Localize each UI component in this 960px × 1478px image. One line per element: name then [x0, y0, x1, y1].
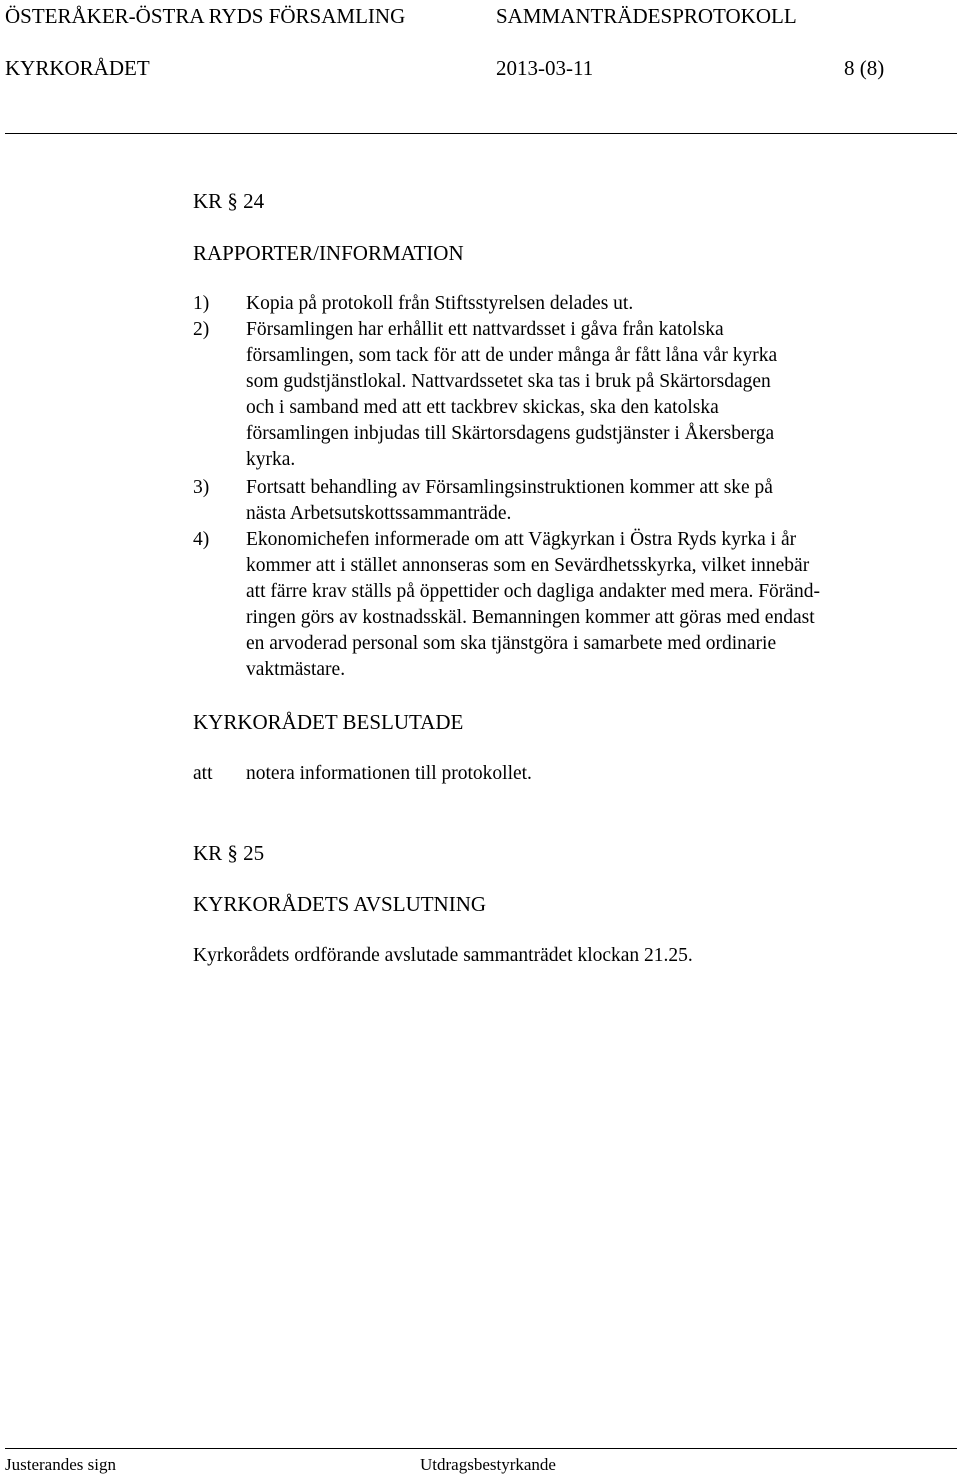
- header-divider: [5, 133, 957, 134]
- item-2-text: [246, 317, 926, 473]
- parish-name: ÖSTERÅKER-ÖSTRA RYDS FÖRSAMLING: [5, 4, 406, 28]
- item-text-line: kommer att i stället annonseras som en Sevärdhetsskyrka, vilket innebär: [246, 555, 810, 576]
- item-text-line: församlingen inbjudas till Skärtorsdagens gudstjänster i Åkersberga: [246, 423, 775, 444]
- page-number: 8 (8): [844, 56, 885, 80]
- item-1-text: [246, 291, 926, 317]
- decision-att: att: [193, 763, 213, 784]
- item-1-number: 1): [193, 293, 210, 314]
- item-2-number: 2): [193, 319, 210, 340]
- item-text-line: att färre krav ställs på öppettider och dagliga andakter med mera. Föränd-: [246, 581, 820, 602]
- item-text-line: Fortsatt behandling av Församlingsinstruktionen kommer att ske på: [246, 477, 773, 498]
- item-text-line: ringen görs av kostnadsskäl. Bemanningen kommer att göras med endast: [246, 607, 815, 628]
- item-text-line: Kopia på protokoll från Stiftsstyrelsen delades ut.: [246, 293, 634, 314]
- item-text-line: och i samband med att ett tackbrev skickas, ska den katolska: [246, 397, 719, 418]
- decision-heading: KYRKORÅDET BESLUTADE: [193, 710, 464, 734]
- section-25-text: Kyrkorådets ordförande avslutade sammanträdet klockan 21.25.: [193, 945, 693, 966]
- section-24-number: KR § 24: [193, 189, 265, 213]
- section-25-title: KYRKORÅDETS AVSLUTNING: [193, 892, 487, 916]
- item-3-number: 3): [193, 477, 210, 498]
- item-3-text: [246, 475, 926, 527]
- item-text-line: kyrka.: [246, 449, 296, 470]
- item-text-line: vaktmästare.: [246, 659, 346, 680]
- footer-sign-label: Justerandes sign: [5, 1455, 116, 1474]
- item-text-line: en arvoderad personal som ska tjänstgöra i samarbete med ordinarie: [246, 633, 777, 654]
- footer-divider: [5, 1448, 957, 1449]
- board-name: KYRKORÅDET: [5, 56, 150, 80]
- item-4-text: [246, 527, 926, 683]
- section-25-number: KR § 25: [193, 841, 265, 865]
- meeting-date: 2013-03-11: [496, 56, 594, 80]
- document-type: SAMMANTRÄDESPROTOKOLL: [496, 4, 797, 28]
- item-text-line: Ekonomichefen informerade om att Vägkyrkan i Östra Ryds kyrka i år: [246, 529, 797, 550]
- item-4-number: 4): [193, 529, 210, 550]
- item-text-line: som gudstjänstlokal. Nattvardssetet ska tas i bruk på Skärtorsdagen: [246, 371, 771, 392]
- section-24-title: RAPPORTER/INFORMATION: [193, 241, 464, 265]
- item-text-line: Församlingen har erhållit ett nattvardsset i gåva från katolska: [246, 319, 724, 340]
- footer-extract-label: Utdragsbestyrkande: [420, 1455, 556, 1474]
- decision-text: notera informationen till protokollet.: [246, 763, 532, 784]
- item-text-line: församlingen, som tack för att de under många år fått låna vår kyrka: [246, 345, 778, 366]
- item-text-line: nästa Arbetsutskottssammanträde.: [246, 503, 512, 524]
